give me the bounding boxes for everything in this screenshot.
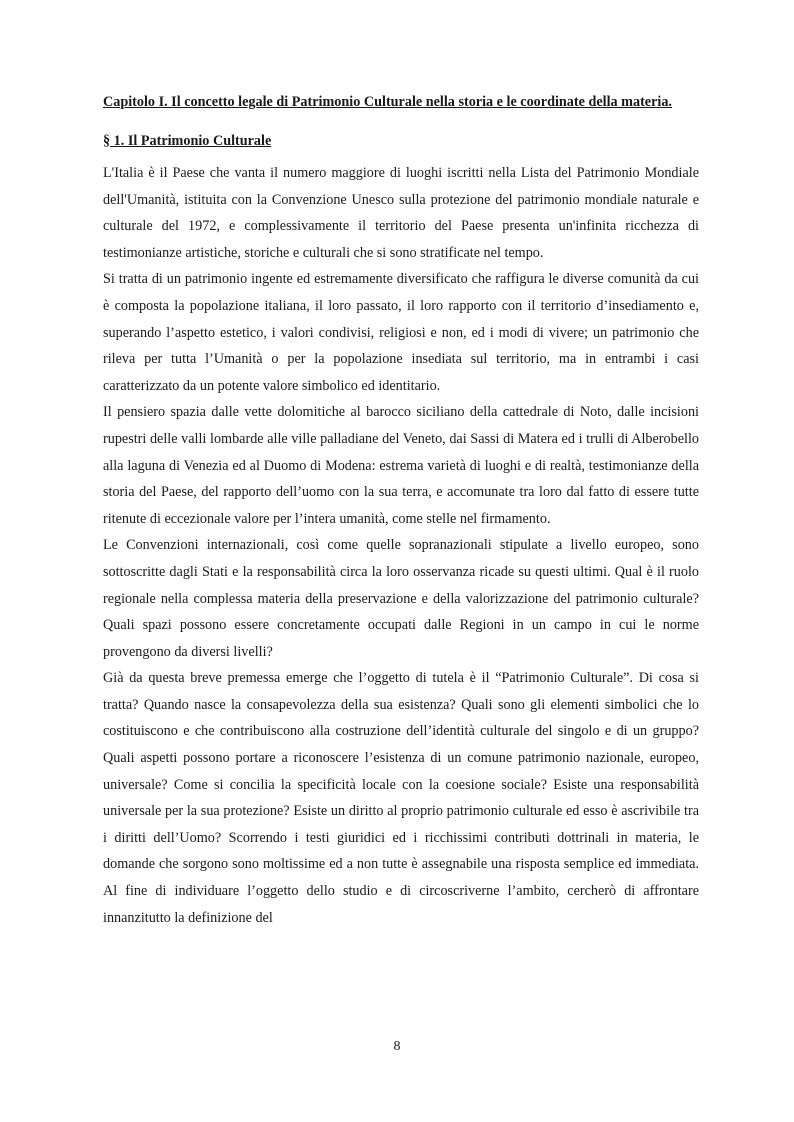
paragraph-2: Si tratta di un patrimonio ingente ed estremamente diversificato che raffigura le diverse comunità da cui è composta la popolazione italiana, il loro passato, il loro rapporto con il territorio d’insediamento e, superando l’aspetto estetico, i valori condivisi, religiosi e non, ed i modi di vivere; un patrimonio che rileva per tutta l’Umanità o per la popolazione insediata sul territorio, ma in entrambi i casi caratterizzato da un potente valore simbolico ed identitario. bbox=[103, 271, 699, 394]
paragraph-1: L'Italia è il Paese che vanta il numero maggiore di luoghi iscritti nella Lista del Patrimonio Mondiale dell'Umanità, istituita con la Convenzione Unesco sulla protezione del patrimonio mondiale naturale e culturale del 1972, e complessivamente il territorio del Paese presenta un'infinita ricchezza di testimonianze artistiche, storiche e culturali che si sono stratificate nel tempo. bbox=[103, 165, 699, 261]
paragraph-3: Il pensiero spazia dalle vette dolomitiche al barocco siciliano della cattedrale di Noto, dalle incisioni rupestri delle valli lombarde alle ville palladiane del Veneto, dai Sassi di Matera ed i trulli di Alberobello alla laguna di Venezia ed al Duomo di Modena: estrema varietà di luoghi e di realtà, testimonianze della storia del Paese, del rapporto dell’uomo con la sua terra, e accomunate tra loro dal fatto di essere tutte ritenute di eccezionale valore per l’intera umanità, come stelle nel firmamento. bbox=[103, 404, 699, 527]
section-title: § 1. Il Patrimonio Culturale bbox=[103, 132, 272, 149]
chapter-title: Capitolo I. Il concetto legale di Patrimonio Culturale nella storia e le coordinate della materia. bbox=[103, 94, 672, 110]
paragraph-5: Già da questa breve premessa emerge che l’oggetto di tutela è il “Patrimonio Culturale”. Di cosa si tratta? Quando nasce la consapevolezza della sua esistenza? Quali sono gli elementi simbolici che lo costituiscono e che contribuiscono alla costruzione dell’identità culturale del singolo e di un gruppo? Quali aspetti possono portare a riconoscere l’esistenza di un comune patrimonio nazionale, europeo, universale? Come si concilia la specificità locale con la coesione sociale? Esiste una responsabilità universale per la sua protezione? Esiste un diritto al proprio patrimonio culturale ed esso è ascrivibile tra i diritti dell’Uomo? Scorrendo i testi giuridici ed i ricchissimi contributi dottrinali in materia, le domande che sorgono sono moltissime ed a non tutte è assegnabile una risposta semplice ed immediata. Al fine di individuare l’oggetto dello studio e di circoscriverne l’ambito, cercherò di affrontare innanzitutto la definizione del bbox=[103, 670, 699, 926]
document-page bbox=[103, 89, 699, 931]
page-number: 8 bbox=[393, 1039, 401, 1054]
paragraph-4: Le Convenzioni internazionali, così come quelle sopranazionali stipulate a livello europeo, sono sottoscritte dagli Stati e la responsabilità circa la loro osservanza ricade su questi ultimi. Qual è il ruolo regionale nella complessa materia della preservazione e della valorizzazione del patrimonio culturale? Quali spazi possono essere concretamente occupati dalle Regioni in un campo in cui le norme provengono da diversi livelli? bbox=[103, 537, 699, 660]
